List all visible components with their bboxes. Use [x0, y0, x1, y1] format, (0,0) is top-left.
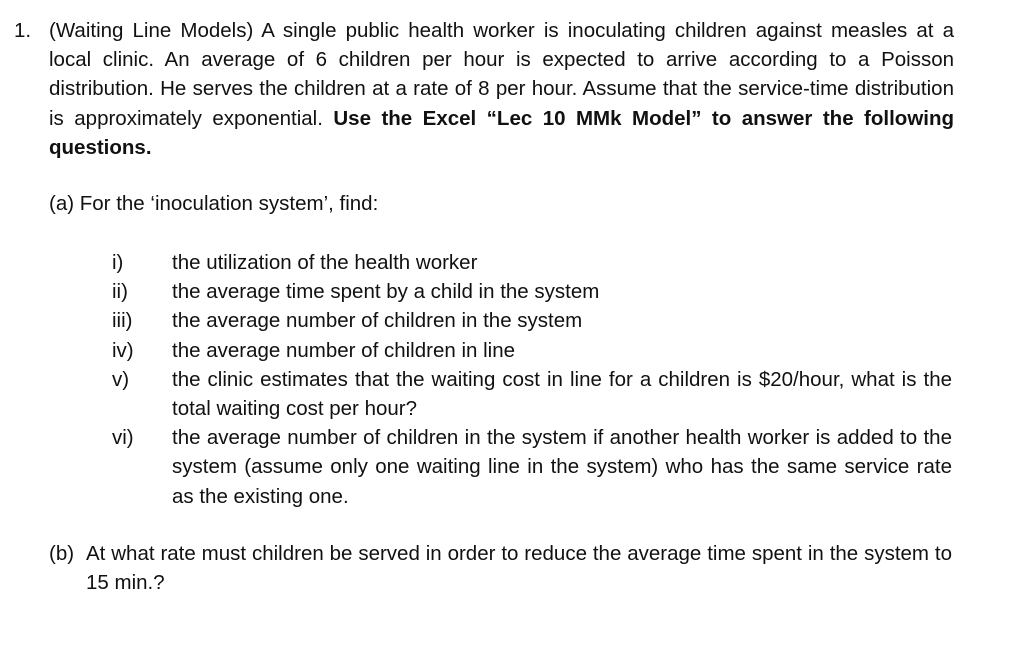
part-b-label: (b)	[49, 542, 75, 565]
list-item-text: the clinic estimates that the waiting cost in line for a children is $20/hour, what is the total waiting cost per hour?	[172, 367, 952, 421]
list-item-text: the average number of children in line	[172, 338, 516, 362]
list-item-label: i)	[112, 251, 124, 274]
part-a-list	[112, 248, 952, 511]
list-item	[112, 277, 952, 306]
list-item-label: vi)	[112, 426, 134, 450]
list-item-text: the average time spent by a child in the system	[172, 280, 600, 304]
question-intro: (Waiting Line Models) A single public health worker is inoculating children against measles at a local clinic. An average of 6 children per hour is expected to arrive according to a Poisson distribution. He serves the children at a rate of 8 per hour. Assume that the service-time distribution is approximately exponential.	[49, 19, 954, 130]
list-item	[112, 248, 952, 277]
list-item	[112, 306, 952, 335]
question-text	[49, 16, 954, 162]
list-item	[112, 365, 952, 423]
list-item-text: the average number of children in the system	[172, 309, 583, 333]
part-b	[49, 539, 952, 597]
question-instruction: Use the Excel “Lec 10 MMk Model” to answer the following questions.	[49, 106, 954, 159]
question-number: 1.	[14, 19, 32, 42]
part-a-prompt: (a) For the ‘inoculation system’, find:	[49, 192, 379, 215]
list-item-label: ii)	[112, 280, 128, 304]
list-item-label: iv)	[112, 338, 134, 362]
list-item-label: iii)	[112, 309, 133, 333]
list-item-label: v)	[112, 367, 130, 391]
list-item	[112, 423, 952, 511]
question-1	[14, 16, 954, 162]
list-item	[112, 336, 952, 365]
list-item-text: the average number of children in the system if another health worker is added to the system (assume only one waiting line in the system) who has the same service rate as the existing one.	[172, 426, 952, 508]
part-b-text: At what rate must children be served in order to reduce the average time spent in the system to 15 min.?	[86, 542, 952, 595]
list-item-text: the utilization of the health worker	[172, 251, 478, 274]
